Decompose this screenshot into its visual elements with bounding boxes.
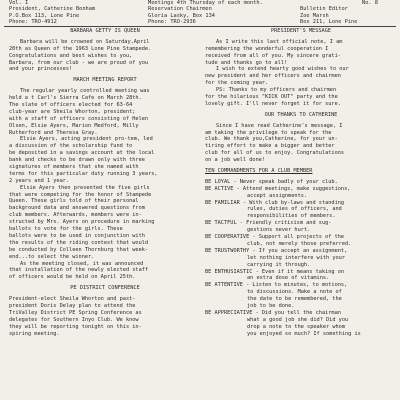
text-line: Queen. These girls told of their personal [9,198,139,205]
text-line: that were competing for the honor of Stampede [9,191,152,198]
text-line: be deposited in a savings account at the local [9,150,155,157]
text-line: Since I have read Catherine's message, I [216,122,343,129]
text-line: of officers would be held on April 25th. [9,274,136,281]
text-line: club, not merely those preferred. [247,240,352,247]
text-line: spiring meeting. [9,330,60,337]
text-line: to discussions. Make a note of [247,289,342,296]
text-line: club members. Afterwards, members were in- [9,212,142,219]
text-line: with a staff of officers consisting of Helen [9,115,149,122]
text-line: drop a note to the speaker whom [247,323,345,330]
president-address: P.O.Box 113, Lone Pine [9,12,80,19]
text-line: an extra dose of vitamins. [247,275,330,282]
text-line: that installation of the newly elected staff [9,267,149,274]
text-line: the results of the riding contest that would [9,239,149,246]
text-line: president Doris Delay plan to attend the [9,302,136,309]
issue-number: No. 8 [362,0,378,6]
text-line: club. We thank you,Catherine, for your un- [205,136,338,143]
text-line: bank and checks to be drawn only with three [9,157,145,164]
section-heading: TEN COMMANDMENTS FOR A CLUB MEMBER [205,168,313,175]
text-line: BE APPRECIATIVE - Did you tell the chairman [205,309,341,316]
text-line: BE LOYAL - Never speak badly of your club. [205,178,338,185]
text-line: the date to be remembered, the [247,296,342,303]
text-line: As I write this last official note, I am [216,38,343,45]
text-line: ballots were to be used in conjunction with [9,232,145,239]
text-line: accept assignments. [247,192,308,199]
text-line: signatures of members that she named with [9,164,139,171]
text-line: BE ACTIVE - Attend meetings, make suggestions, [205,185,351,192]
text-line: am taking the privilege to speak for the [205,129,332,136]
text-line: 2 years and 1 year. [9,177,70,184]
president-name: President, Catherine Bonham [9,6,96,13]
reservation-contact: Gloria Lasky, Box 134 [148,12,215,19]
text-line: you enjoyed so much? If something is [247,330,361,337]
text-line: end...to select the winner. [9,253,95,260]
section-heading: MARCH MEETING REPORT [73,77,137,84]
text-line: terms for this particular duty running 3 years, [9,170,158,177]
text-line: BE ATTENTIVE - Listen to minutes, to motions, [205,282,348,289]
text-line: BE TRUSTWORTHY - If you accept an assignment, [205,247,348,254]
text-line: ballots to vote for the girls. These [9,226,123,233]
text-line: Rutherford and Theresa Gray. [9,129,98,136]
text-line: be conducted by Colleen Thornburg that week- [9,246,149,253]
text-line: new president and her officers and chairmen [205,73,341,80]
masthead-rule [4,26,396,27]
text-line: President-elect Sheila Whorton and past- [9,296,136,303]
text-line: Congratulations and best wishes to you, [9,52,133,59]
text-line: club for all of us to enjoy. Congratulations [205,150,345,157]
text-line: BE FAMILIAR - With club by-laws and standing [205,199,345,206]
section-heading: PE DISTRICT CONFERENCE [70,285,140,292]
text-line: received from all of you. My sincere grati- [205,52,341,59]
editor-name: Zoe Marsh [300,12,329,19]
text-line: on a job well done! [205,157,266,164]
text-line: structed by Mrs. Ayers on procedure in marking [9,219,155,226]
text-line: carrying it through. [247,261,311,268]
text-line: rules, duties of officers, and [247,206,342,213]
text-line: BE ENTHUSIASTIC - Even if it means taking on [205,268,345,275]
text-line: tude and thanks go to all! [205,59,288,66]
text-line: delegates for Southern Inyo Club. We know [9,316,139,323]
text-line: they will be reporting tonight on this in- [9,323,142,330]
text-line: a discussion of the scholarship fund to [9,143,133,150]
editor-heading: Bulletin Editor [300,6,348,13]
president-phone: Phone: TRO-4912 [9,19,57,26]
text-line: 20th as Queen of the 1963 Lone Pine Stampede. [9,45,152,52]
text-line: background data and answered questions from [9,205,145,212]
text-line: I wish to extend hearty good wishes to our [216,66,349,73]
text-line: remembering the wonderful cooperation I [205,45,329,52]
masthead [0,0,400,24]
text-line: held a t Carl's Sierra Cafe on March 28th. [9,95,142,102]
text-line: gestions never hurt. [247,227,311,234]
text-line: Olsen, Elsie Ayers, Marion Medford, Milly [9,122,139,129]
text-line: let nothing interfere with your [247,254,345,261]
section-heading: PRESIDENT'S MESSAGE [270,28,332,34]
text-line: BE TACTFUL - Friendly criticism and sug- [205,220,332,227]
text-line: Elsie Ayers then presented the five girls [20,184,150,191]
reservation-phone: Phone: TRO-2936 [148,19,196,26]
volume-label: Vol. I [9,0,29,6]
text-line: tiring effort to make a bigger and better [205,143,335,150]
text-line: As the meeting closed, it was announced [20,260,144,267]
section-heading: OUR THANKS TO CATHERINE [264,111,338,118]
text-line: TriValley District PE Spring Conference as [9,309,142,316]
text-line: for the coming year. [205,80,269,87]
meeting-schedule: Meetings 4th Thursday of each month. [148,0,263,6]
left-column [9,28,201,337]
text-line: BE COOPERATIVE - Support all projects of the [205,234,345,241]
text-line: what a good job she did? Did you [247,316,349,323]
text-line: The slate of officers elected for 63-64 [9,102,133,109]
editor-address: Box 211, Lone Pine [300,19,358,26]
text-line: Barbara will be crowned on Saturday,April [20,38,150,45]
section-heading: BARBARA GETTY IS QUEEN [70,28,140,34]
text-line: PS: Thanks to my officers and chairmen [216,87,337,94]
right-column [205,28,397,337]
text-line: responsibilities of members. [247,213,336,220]
text-line: lovely gift. I'll never forget it for sure. [205,100,341,107]
text-line: job to be done. [247,302,295,309]
reservation-heading: Reservation Chairmen [148,6,212,13]
text-line: club-year are Sheila Whorton, president; [9,108,136,115]
text-line: Barbara, from our club - we are proud of you [9,59,149,66]
text-line: The regular yearly controlled meeting was [20,88,150,95]
text-line: Elsie Ayers, acting president pro-tem, led [20,136,153,143]
text-line: and your princesses! [9,66,73,73]
text-line: for the hilarious "KICK OUT" party and the [205,94,338,101]
